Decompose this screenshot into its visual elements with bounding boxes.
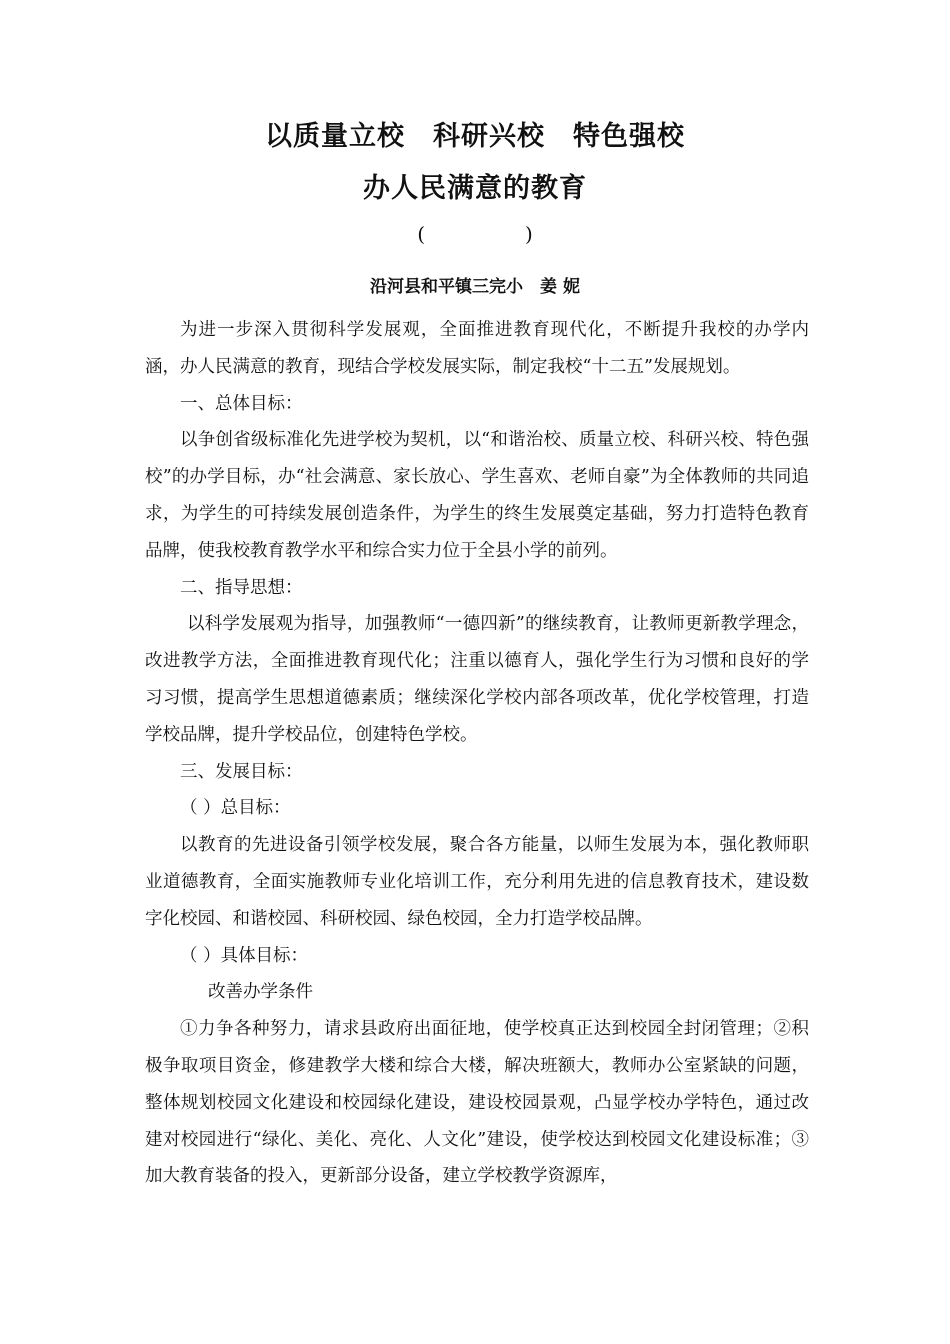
document-title-line1: 以质量立校 科研兴校 特色强校 (265, 121, 685, 152)
subsection2-heading: （ ）具体目标： (180, 945, 309, 966)
subsection2-item-paragraph: ①力争各种努力，请求县政府出面征地，使学校真正达到校园全封闭管理；②积极争取项目资金，修建教学大楼和综合大楼，解决班额大，教师办公室紧缺的问题，整体规划校园文化建设和校园绿化建设，建设校园景观，凸显学校办学特色，通过改建对校园进行“绿化、美化、亮化、人文化”建设，使学校达到校园文化建设标准；③加大教育装备的投入，更新部分设备，建立学校教学资源库， (145, 1019, 809, 1187)
section3-heading: 三、发展目标： (180, 761, 303, 782)
document-body (145, 312, 809, 1195)
subsection2-item-heading: 改善办学条件 (208, 982, 313, 1003)
intro-paragraph: 为进一步深入贯彻科学发展观，全面推进教育现代化，不断提升我校的办学内涵，办人民满意的教育，现结合学校发展实际，制定我校“十二五”发展规划。 (145, 320, 809, 377)
document-title-line2: 办人民满意的教育 (363, 173, 587, 204)
section2-heading: 二、指导思想： (180, 577, 303, 598)
section1-heading: 一、总体目标： (180, 393, 303, 414)
section2-paragraph: 以科学发展观为指导，加强教师“一德四新”的继续教育，让教师更新教学理念，改进教学方法，全面推进教育现代化；注重以德育人，强化学生行为习惯和良好的学习习惯，提高学生思想道德素质；继续深化学校内部各项改革，优化学校管理，打造学校品牌，提升学校品位，创建特色学校。 (145, 614, 809, 745)
subsection1-paragraph: 以教育的先进设备引领学校发展，聚合各方能量，以师生发展为本，强化教师职业道德教育，全面实施教师专业化培训工作，充分利用先进的信息教育技术，建设数字化校园、和谐校园、科研校园、绿色校园，全力打造学校品牌。 (145, 835, 809, 929)
section1-paragraph: 以争创省级标准化先进学校为契机，以“和谐治校、质量立校、科研兴校、特色强校”的办学目标，办“社会满意、家长放心、学生喜欢、老师自豪”为全体教师的共同追求，为学生的可持续发展创造条件，为学生的终生发展奠定基础，努力打造特色教育品牌，使我校教育教学水平和综合实力位于全县小学的前列。 (145, 430, 809, 561)
document-author: 沿河县和平镇三完小 姜 妮 (370, 277, 580, 297)
subsection1-heading: （ ）总目标： (180, 798, 291, 819)
document-title-parens: ( ) (417, 222, 533, 246)
